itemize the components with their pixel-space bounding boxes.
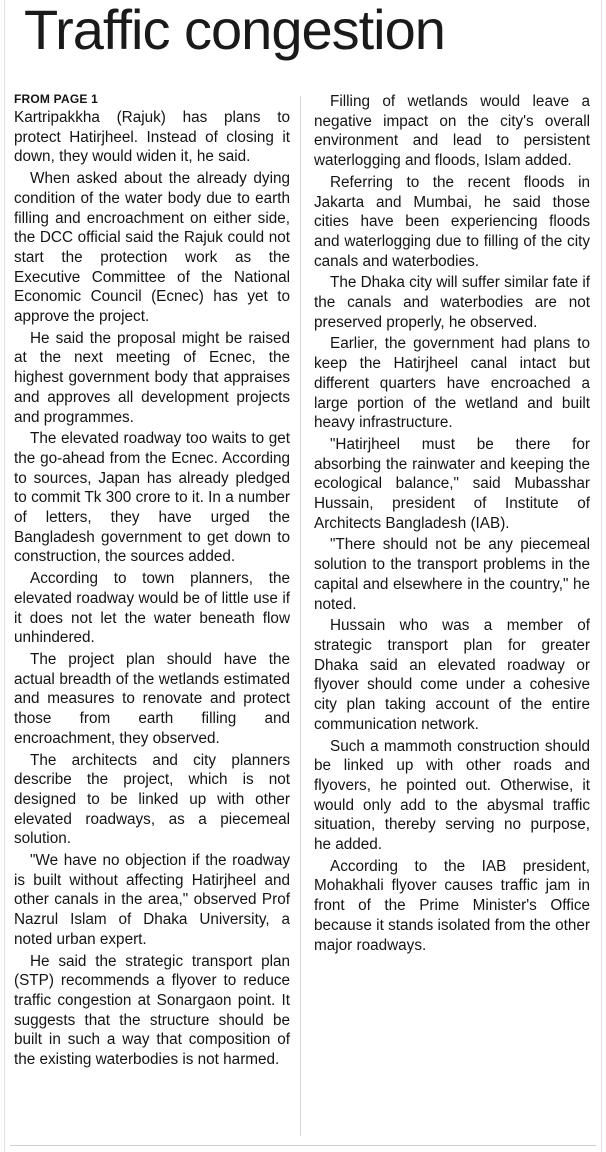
column-divider [300, 96, 301, 1136]
paragraph: The project plan should have the actual breadth of the wetlands estimated and measures to renovate and protect those from earth filling and encroachment, they observed. [14, 650, 290, 747]
article-column-left [14, 92, 290, 1072]
paragraph: When asked about the already dying condition of the water body due to earth filling and encroachment on either side, the DCC official said the Rajuk could not start the protection work as the Executive Committee of the National Economic Council (Ecnec) has yet to approve the project. [14, 170, 290, 326]
headline: Traffic congestion [24, 0, 445, 61]
paragraph: Such a mammoth construction should be linked up with other roads and flyovers, he pointed out. Otherwise, it would only add to the abysmal traffic situation, thereby serving no purpose, he added. [314, 737, 590, 854]
paragraph: According to the IAB president, Mohakhali flyover causes traffic jam in front of the Prime Minister's Office because it stands isolated from the other major roadways. [314, 857, 590, 954]
paragraph: "We have no objection if the roadway is built without affecting Hatirjheel and other canals in the area," observed Prof Nazrul Islam of Dhaka University, a noted urban expert. [14, 852, 290, 948]
paragraph: The elevated roadway too waits to get the go-ahead from the Ecnec. According to sources, Japan has already pledged to commit Tk 300 crore to it. In a number of letters, they have urged the Bangladesh government to get down to construction, the sources added. [14, 430, 290, 566]
paragraph: "Hatirjheel must be there for absorbing the rainwater and keeping the ecological balance," said Mubasshar Hussain, president of Institute of Architects Bangladesh (IAB). [314, 435, 590, 532]
paragraph: Referring to the recent floods in Jakarta and Mumbai, he said those cities have been experiencing floods and waterlogging due to filling of the city canals and waterbodies. [314, 173, 590, 270]
page-edge-right [601, 0, 602, 1152]
bottom-rule [10, 1145, 596, 1146]
paragraph: Earlier, the government had plans to keep the Hatirjheel canal intact but different quarters have encroached a large portion of the wetland and built heavy infrastructure. [314, 335, 590, 432]
page-edge-left [4, 0, 5, 1152]
paragraph: Hussain who was a member of strategic transport plan for greater Dhaka said an elevated roadway or flyover should come under a cohesive city plan taking account of the entire communication network. [314, 617, 590, 733]
paragraph: The Dhaka city will suffer similar fate if the canals and waterbodies are not preserved properly, he observed. [314, 274, 590, 331]
kicker-from-page: FROM PAGE 1 [14, 92, 98, 106]
paragraph: He said the strategic transport plan (STP) recommends a flyover to reduce traffic congestion at Sonargaon point. It suggests that the structure should be built in such a way that composition of the existing waterbodies is not harmed. [14, 952, 290, 1069]
paragraph: Kartripakkha (Rajuk) has plans to protect Hatirjheel. Instead of closing it down, they would widen it, he said. [14, 109, 290, 166]
paragraph: Filling of wetlands would leave a negative impact on the city's overall environment and lead to persistent waterlogging and floods, Islam added. [314, 93, 590, 170]
article-column-right [314, 92, 590, 957]
paragraph: "There should not be any piecemeal solution to the transport problems in the capital and elsewhere in the country," he noted. [314, 536, 590, 613]
paragraph: He said the proposal might be raised at the next meeting of Ecnec, the highest government body that appraises and approves all development projects and programmes. [14, 329, 290, 426]
paragraph: The architects and city planners describe the project, which is not designed to be linked up with other elevated roadways, as a piecemeal solution. [14, 751, 290, 848]
paragraph: According to town planners, the elevated roadway would be of little use if it does not let the water beneath flow unhindered. [14, 570, 290, 647]
